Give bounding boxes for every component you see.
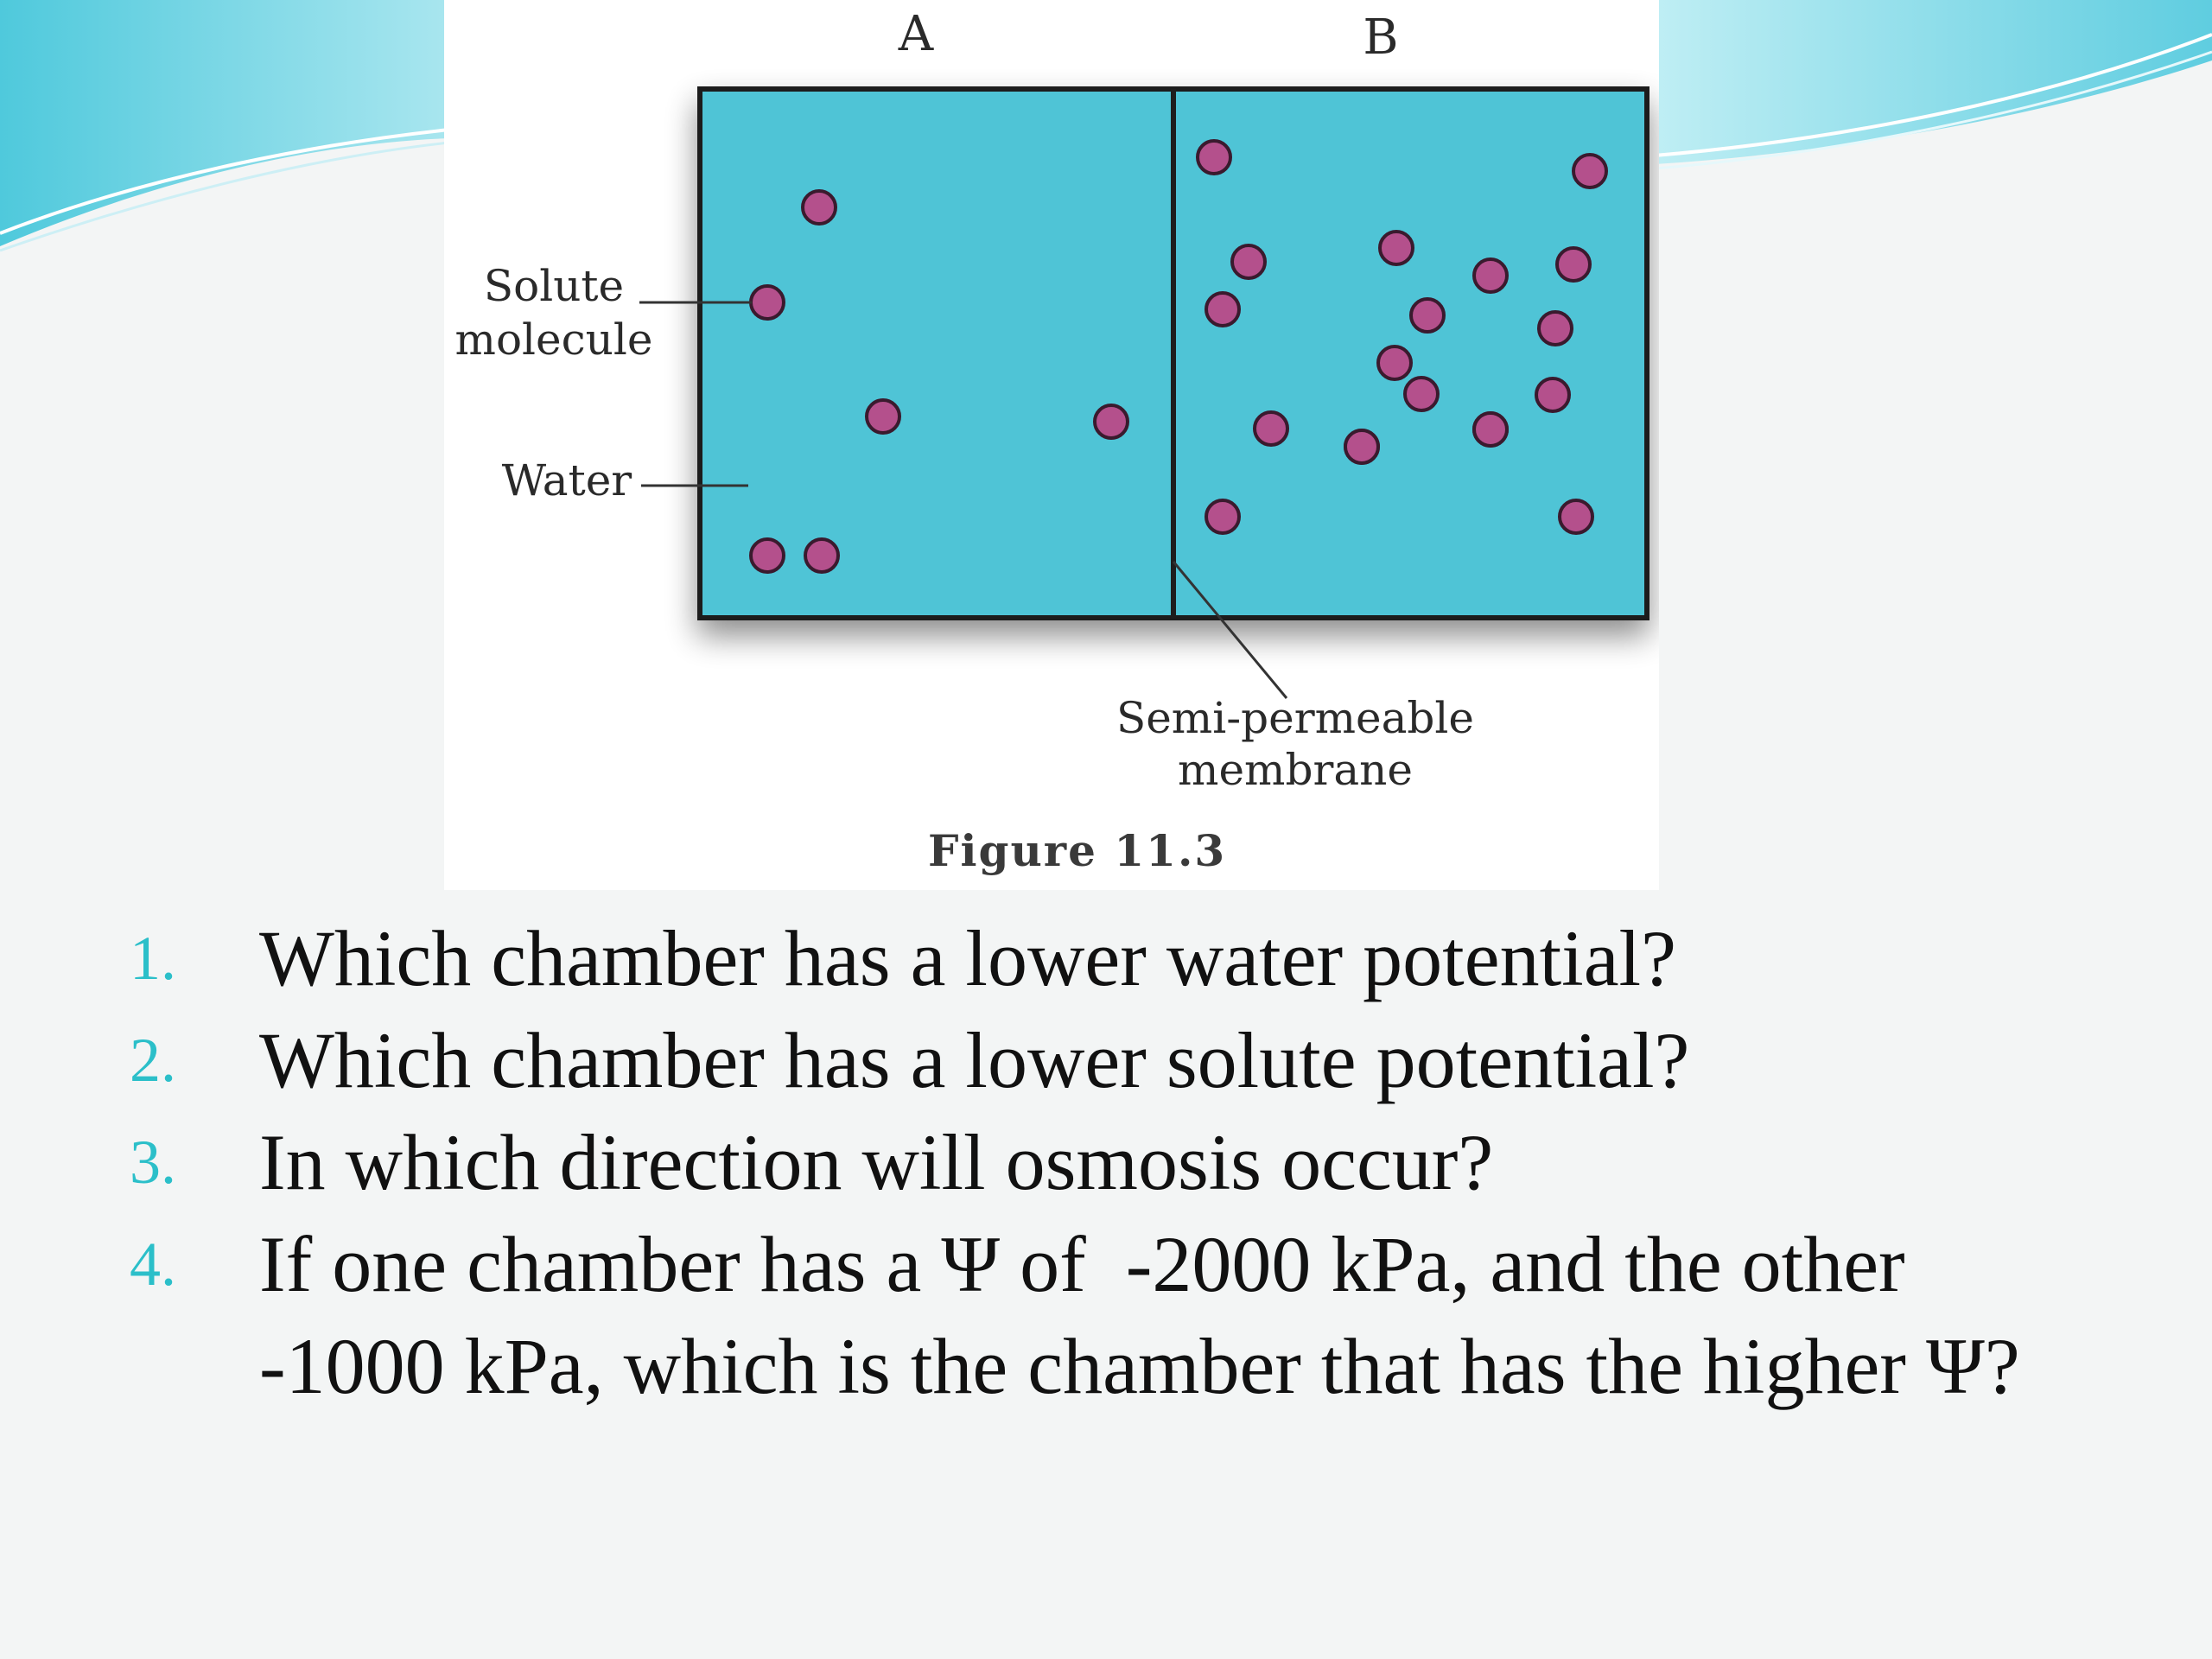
membrane-label-line2: membrane <box>1178 745 1413 795</box>
question-number: 1. <box>130 924 176 993</box>
membrane-label-line1: Semi-permeable <box>1116 693 1475 743</box>
solute-molecule <box>1474 259 1507 292</box>
solute-molecule <box>1378 346 1411 379</box>
question-item <box>130 1111 2117 1213</box>
solute-molecule <box>1405 378 1438 410</box>
solute-molecule <box>1345 430 1378 463</box>
solute-molecule <box>1536 378 1569 411</box>
solute-molecule <box>1232 245 1265 278</box>
water-label: Water <box>501 455 632 505</box>
solute-molecule <box>1206 500 1239 533</box>
question-text: Which chamber has a lower water potential? <box>259 914 1676 1002</box>
question-number: 4. <box>130 1230 176 1299</box>
solute-molecule <box>751 286 784 319</box>
solute-molecule <box>1198 141 1230 174</box>
solute-molecule <box>803 191 836 224</box>
osmosis-diagram <box>444 0 1659 890</box>
solute-molecule <box>1380 232 1413 264</box>
question-list <box>130 907 2117 1417</box>
question-text: Which chamber has a lower solute potential? <box>259 1016 1690 1104</box>
question-item <box>130 1213 2117 1417</box>
solute-molecule <box>1539 312 1572 345</box>
question-number: 3. <box>130 1128 176 1197</box>
solute-molecule <box>751 539 784 572</box>
solute-molecule <box>1557 248 1590 281</box>
solute-molecule <box>867 400 899 433</box>
solute-molecule <box>1560 500 1592 533</box>
solute-molecule <box>1255 412 1287 445</box>
chamber-a-label: A <box>898 6 934 62</box>
solute-molecule <box>1573 155 1606 188</box>
solute-molecule <box>1411 299 1444 332</box>
solute-label-line1: Solute <box>483 261 625 311</box>
figure-caption: Figure 11.3 <box>928 825 1227 876</box>
solute-molecule <box>1095 405 1128 438</box>
solute-label-line2: molecule <box>454 315 653 365</box>
question-number: 2. <box>130 1026 176 1095</box>
right-wave <box>1655 0 2212 164</box>
solute-molecule <box>1474 413 1507 446</box>
question-text: If one chamber has a Ψ of -2000 kPa, and the other -1000 kPa, which is the chamber that has the higher Ψ? <box>259 1220 2020 1410</box>
question-item <box>130 1009 2117 1111</box>
solute-molecule <box>1206 293 1239 326</box>
figure-panel <box>444 0 1659 890</box>
question-item <box>130 907 2117 1009</box>
question-text: In which direction will osmosis occur? <box>259 1118 1494 1206</box>
chamber-b-label: B <box>1363 10 1399 66</box>
solute-molecule <box>805 539 838 572</box>
